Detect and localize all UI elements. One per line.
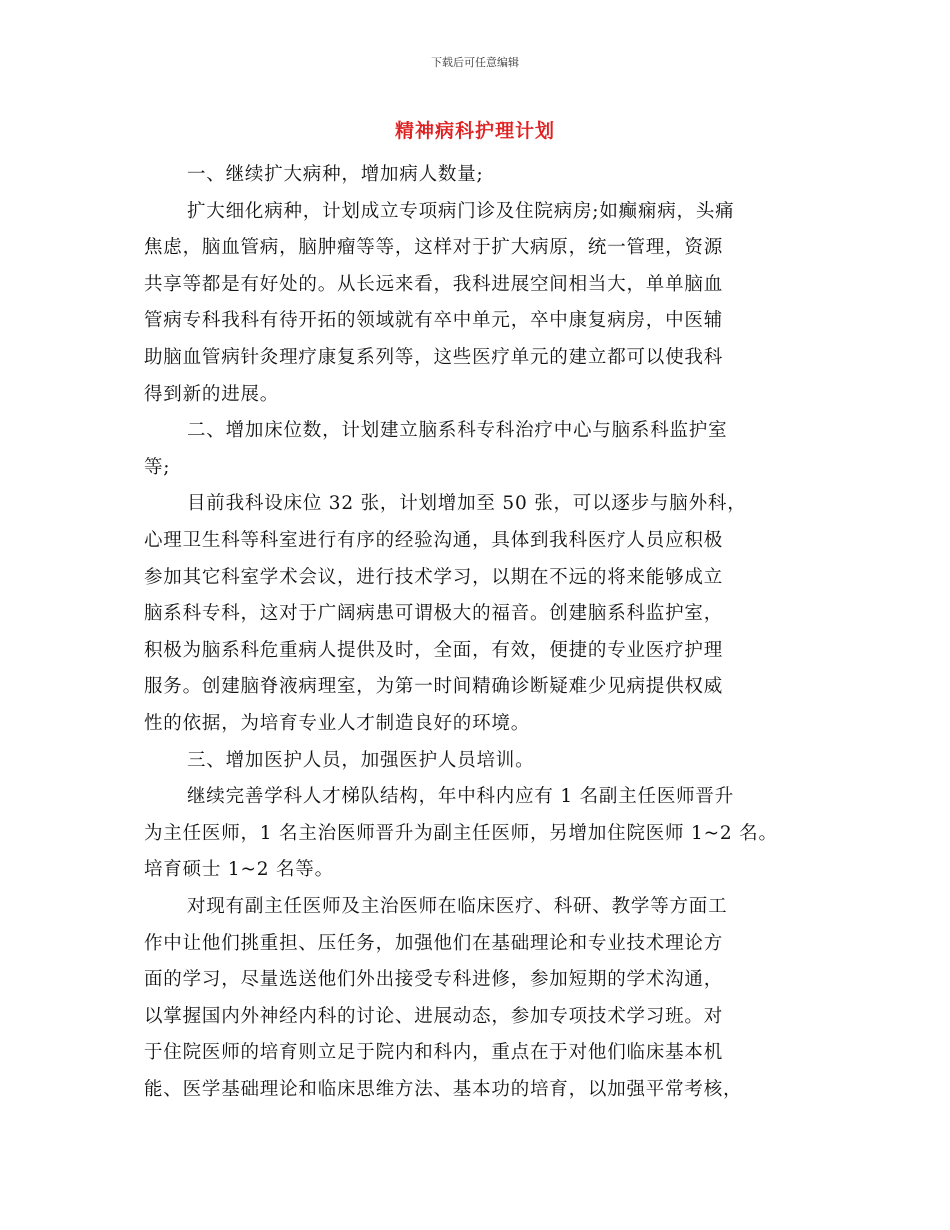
text-line: 得到新的进展。 (144, 383, 280, 405)
text-line: 助脑血管病针灸理疗康复系列等，这些医疗单元的建立都可以使我科 (144, 347, 724, 368)
text-line: 三、增加医护人员，加强医护人员培训。 (187, 749, 535, 771)
text-line: 一、继续扩大病种，增加病人数量; (187, 164, 484, 185)
text-line: 目前我科设床位 32 张，计划增加至 50 张，可以逐步与脑外科， (187, 493, 747, 515)
text-line: 性的依据，为培育专业人才制造良好的环境。 (144, 713, 531, 734)
text-line: 管病专科我科有待开拓的领域就有卒中单元，卒中康复病房，中医辅 (144, 310, 724, 332)
text-line: 对现有副主任医师及主治医师在临床医疗、科研、教学等方面工 (187, 896, 728, 917)
text-line: 服务。创建脑脊液病理室，为第一时间精确诊断疑难少见病提供权威 (144, 676, 724, 698)
text-line: 参加其它科室学术会议，进行技术学习，以期在不远的将来能够成立 (144, 566, 724, 588)
text-line: 等; (144, 456, 171, 478)
text-line: 二、增加床位数，计划建立脑系科专科治疗中心与脑系科监护室 (187, 420, 728, 442)
text-line: 共享等都是有好处的。从长远来看，我科进展空间相当大，单单脑血 (144, 273, 724, 295)
text-line: 继续完善学科人才梯队结构，年中科内应有 1 名副主任医师晋升 (187, 786, 735, 808)
text-line: 脑系科专科，这对于广阔病患可谓极大的福音。创建脑系科监护室， (144, 603, 724, 625)
text-line: 作中让他们挑重担、压任务，加强他们在基础理论和专业技术理论方 (144, 932, 724, 954)
text-line: 面的学习，尽量选送他们外出接受专科进修，参加短期的学术沟通， (144, 969, 724, 991)
text-line: 焦虑，脑血管病，脑肿瘤等等，这样对于扩大病原，统一管理，资源 (144, 237, 724, 259)
text-line: 能、医学基础理论和临床思维方法、基本功的培育，以加强平常考核， (144, 1079, 743, 1100)
header-note: 下载后可任意编辑 (431, 56, 519, 69)
text-line: 心理卫生科等科室进行有序的经验沟通，具体到我科医疗人员应积极 (144, 530, 724, 551)
text-line: 扩大细化病种，计划成立专项病门诊及住院病房;如癫痫病，头痛 (187, 200, 735, 222)
text-line: 为主任医师，1 名主治医师晋升为副主任医师，另增加住院医师 1~2 名。 (144, 822, 778, 844)
text-line: 积极为脑系科危重病人提供及时，全面，有效，便捷的专业医疗护理 (144, 639, 724, 661)
text-line: 以掌握国内外神经内科的讨论、进展动态，参加专项技术学习班。对 (144, 1005, 724, 1027)
text-line: 于住院医师的培育则立足于院内和科内，重点在于对他们临床基本机 (144, 1042, 724, 1064)
document-title: 精神病科护理计划 (394, 120, 555, 142)
text-line: 培育硕士 1~2 名等。 (144, 859, 334, 881)
